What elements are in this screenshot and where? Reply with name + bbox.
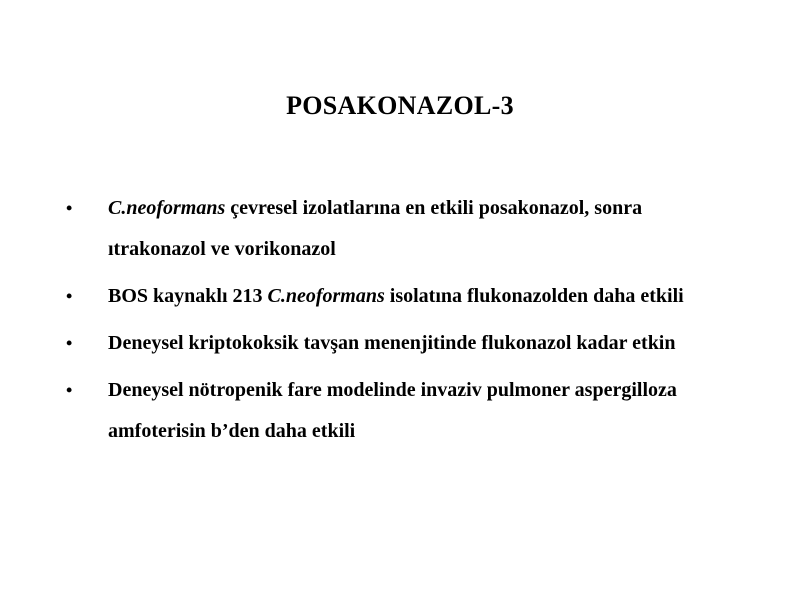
bullet-body-end: isolatına flukonazolden daha etkili: [384, 285, 684, 307]
bullet-dot-icon: •: [66, 198, 73, 218]
bullet-item-1: [62, 188, 722, 270]
bullet-dot-icon: •: [66, 333, 73, 353]
bullet-dot-icon: •: [66, 380, 73, 400]
species-name: C.neoformans: [108, 197, 226, 219]
bullet-list: [62, 188, 722, 458]
bullet-item-2: [62, 276, 722, 317]
bullet-body-start: BOS kaynaklı 213: [108, 285, 268, 307]
bullet-text: Deneysel nötropenik fare modelinde invaziv pulmoner aspergilloza amfoterisin b’den daha etkili: [108, 379, 677, 442]
bullet-text: [108, 188, 722, 270]
species-name: C.neoformans: [267, 285, 385, 307]
bullet-text: [108, 276, 722, 317]
bullet-item-4: [62, 370, 722, 452]
bullet-item-3: [62, 323, 722, 364]
bullet-dot-icon: •: [66, 286, 73, 306]
bullet-body: çevresel izolatlarına en etkili posakonazol, sonra ıtrakonazol ve vorikonazol: [108, 197, 643, 260]
bullet-text: Deneysel kriptokoksik tavşan menenjitinde flukonazol kadar etkin: [108, 332, 676, 354]
slide-title: POSAKONAZOL-3: [286, 91, 514, 120]
